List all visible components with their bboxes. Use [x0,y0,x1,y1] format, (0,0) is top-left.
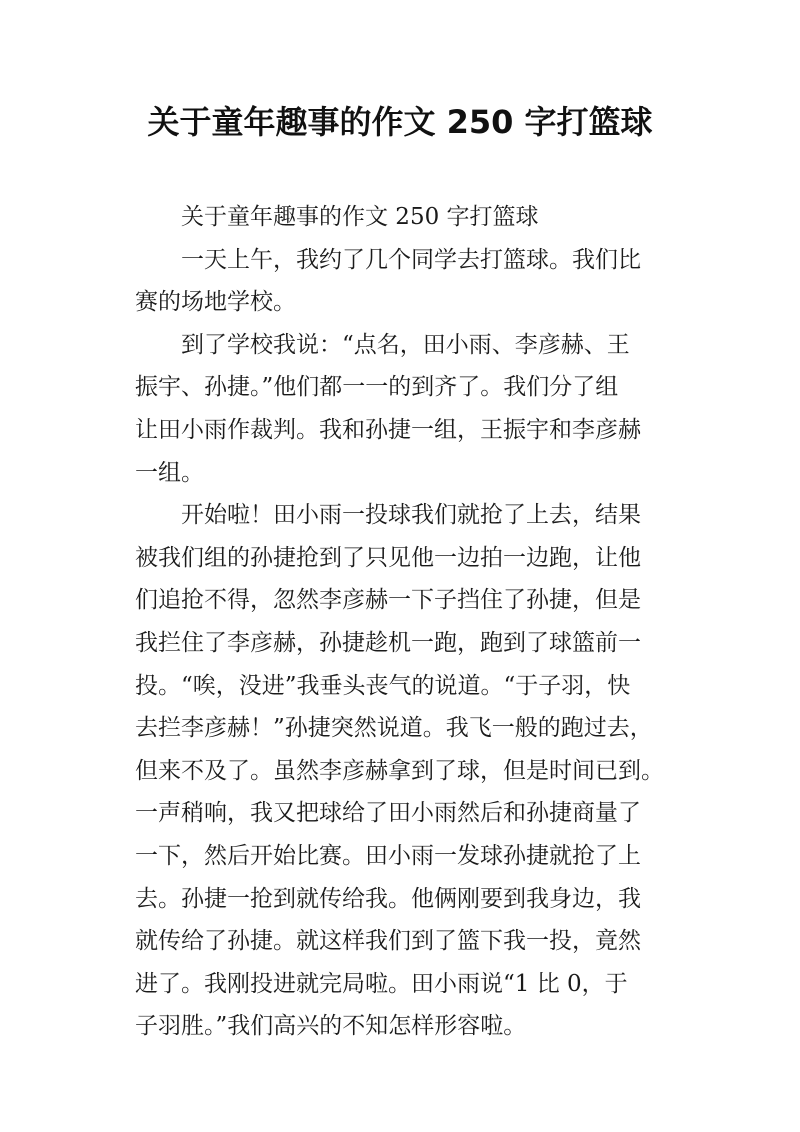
paragraph-line: 赛的场地学校。 [135,289,296,316]
paragraph-line: 子羽胜。”我们高兴的不知怎样形容啦。 [135,1013,527,1040]
paragraph-line: 被我们组的孙捷抢到了只见他一边拍一边跑，让他 [135,544,641,571]
page-title: 关于童年趣事的作文 250 字打篮球 [147,103,653,141]
essay-subtitle-line: 关于童年趣事的作文 250 字打篮球 [181,204,539,230]
paragraph-line: 开始啦！田小雨一投球我们就抢了上去，结果 [181,502,641,529]
paragraph-line: 到了学校我说：“点名，田小雨、李彦赫、王 [181,331,630,358]
paragraph-line: 一下，然后开始比赛。田小雨一发球孙捷就抢了上 [135,842,641,869]
paragraph-line: 投。“唉，没进”我垂头丧气的说道。“于子羽，快 [135,672,631,699]
paragraph-line: 就传给了孙捷。就这样我们到了篮下我一投，竟然 [135,928,641,955]
paragraph-line: 但来不及了。虽然李彦赫拿到了球，但是时间已到。 [135,757,664,784]
paragraph-line: 进了。我刚投进就完局啦。田小雨说“1 比 0，于 [135,970,628,997]
essay-body [135,196,685,1048]
paragraph-line: 去拦李彦赫！”孙捷突然说道。我飞一般的跑过去， [135,715,653,742]
paragraph-line: 一天上午，我约了几个同学去打篮球。我们比 [181,246,641,273]
paragraph-line: 我拦住了李彦赫，孙捷趁机一跑，跑到了球篮前一 [135,629,641,656]
paragraph-line: 一组。 [135,459,204,486]
paragraph-line: 们追抢不得，忽然李彦赫一下子挡住了孙捷，但是 [135,587,641,614]
paragraph-line: 一声稍响，我又把球给了田小雨然后和孙捷商量了 [135,800,641,827]
paragraph-line: 振宇、孙捷。”他们都一一的到齐了。我们分了组 [135,374,619,401]
paragraph-line: 让田小雨作裁判。我和孙捷一组，王振宇和李彦赫 [135,416,641,443]
paragraph-line: 去。孙捷一抢到就传给我。他俩刚要到我身边，我 [135,885,641,912]
